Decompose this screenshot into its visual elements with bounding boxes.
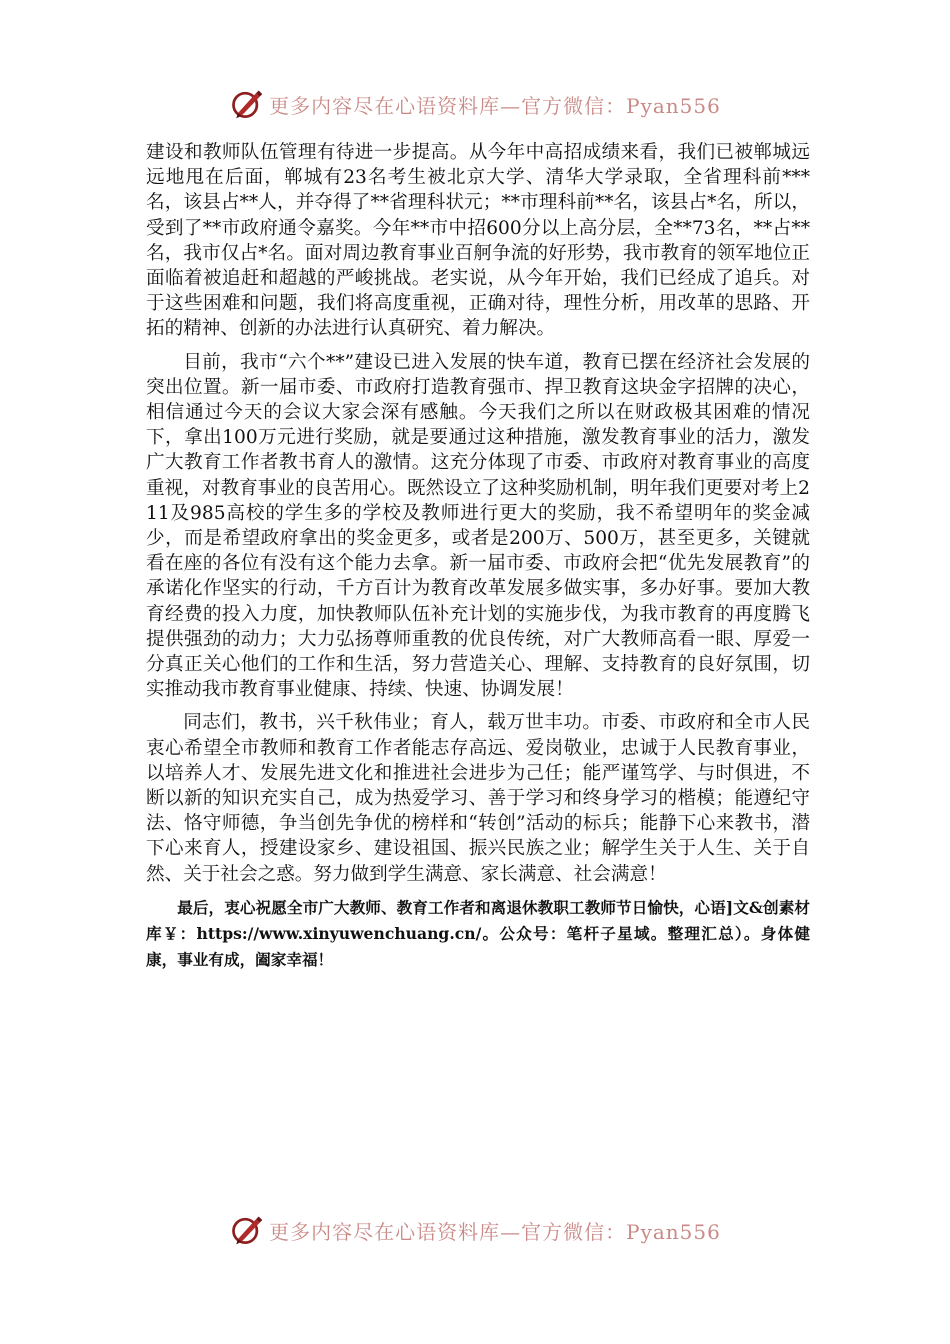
paragraph-1: 建设和教师队伍管理有待进一步提高。从今年中高招成绩来看，我们已被郸城远远地甩在后面，郸城有23名考生被北京大学、清华大学录取，全省理科前***名，该县占**人，并夺得了**省理科状元；**市理科前**名，该县占*名，所以，受到了**市政府通令嘉奖。今年**市中招600分以上高分层，全**73名，**占**名，我市仅占*名。面对周边教育事业百舸争流的好形势，我市教育的领军地位正面临着被追赶和超越的严峻挑战。老实说，从今年开始，我们已经成了追兵。对于这些困难和问题，我们将高度重视，正确对待，理性分析，用改革的思路、开拓的精神、创新的办法进行认真研究、着力解决。 xyxy=(146,142,810,340)
paragraph-3: 同志们，教书，兴千秋伟业；育人，载万世丰功。市委、市政府和全市人民衷心希望全市教师和教育工作者能志存高远、爱岗敬业，忠诚于人民教育事业，以培养人才、发展先进文化和推进社会进步为己任；能严谨笃学、与时俱进，不断以新的知识充实自己，成为热爱学习、善于学习和终身学习的楷模；能遵纪守法、恪守师德，争当创先争优的榜样和“转创”活动的标兵；能静下心来教书，潜下心来育人，授建设家乡、建设祖国、振兴民族之业；解学生关于人生、关于自然、关于社会之惑。努力做到学生满意、家长满意、社会满意！ xyxy=(146,712,810,885)
header-banner-text: 更多内容尽在心语资料库—官方微信：Pyan556 xyxy=(269,93,721,118)
footer-banner xyxy=(0,1210,950,1250)
paragraph-4: 最后，衷心祝愿全市广大教师、教育工作者和离退休教职工教师节日愉快，心语]文&创素材库￥：https://www.xinyuwenchuang.cn/。公众号：笔杆子星域。整理汇总）。身体健康，事业有成，阖家幸福！ xyxy=(146,897,810,969)
pen-logo-icon xyxy=(229,1212,265,1248)
header-banner xyxy=(0,84,950,124)
paragraph-2: 目前，我市“六个**”建设已进入发展的快车道，教育已摆在经济社会发展的突出位置。新一届市委、市政府打造教育强市、捍卫教育这块金字招牌的决心，相信通过今天的会议大家会深有感触。今天我们之所以在财政极其困难的情况下，拿出100万元进行奖励，就是要通过这种措施，激发教育事业的活力，激发广大教育工作者教书育人的激情。这充分体现了市委、市政府对教育事业的高度重视，对教育事业的良苦用心。既然设立了这种奖励机制，明年我们更要对考上211及985高校的学生多的学校及教师进行更大的奖励，我不希望明年的奖金减少，而是希望政府拿出的奖金更多，或者是200万、500万，甚至更多，关键就看在座的各位有没有这个能力去拿。新一届市委、市政府会把“优先发展教育”的承诺化作坚实的行动，千方百计为教育改革发展多做实事，多办好事。要加大教育经费的投入力度，加快教师队伍补充计划的实施步伐，为我市教育的再度腾飞提供强劲的动力；大力弘扬尊师重教的优良传统，对广大教师高看一眼、厚爱一分真正关心他们的工作和生活，努力营造关心、理解、支持教育的良好氛围，切实推动我市教育事业健康、持续、快速、协调发展！ xyxy=(146,351,810,701)
document-body xyxy=(146,140,810,973)
pen-logo-icon xyxy=(229,86,265,122)
footer-banner-text: 更多内容尽在心语资料库—官方微信：Pyan556 xyxy=(269,1219,721,1244)
